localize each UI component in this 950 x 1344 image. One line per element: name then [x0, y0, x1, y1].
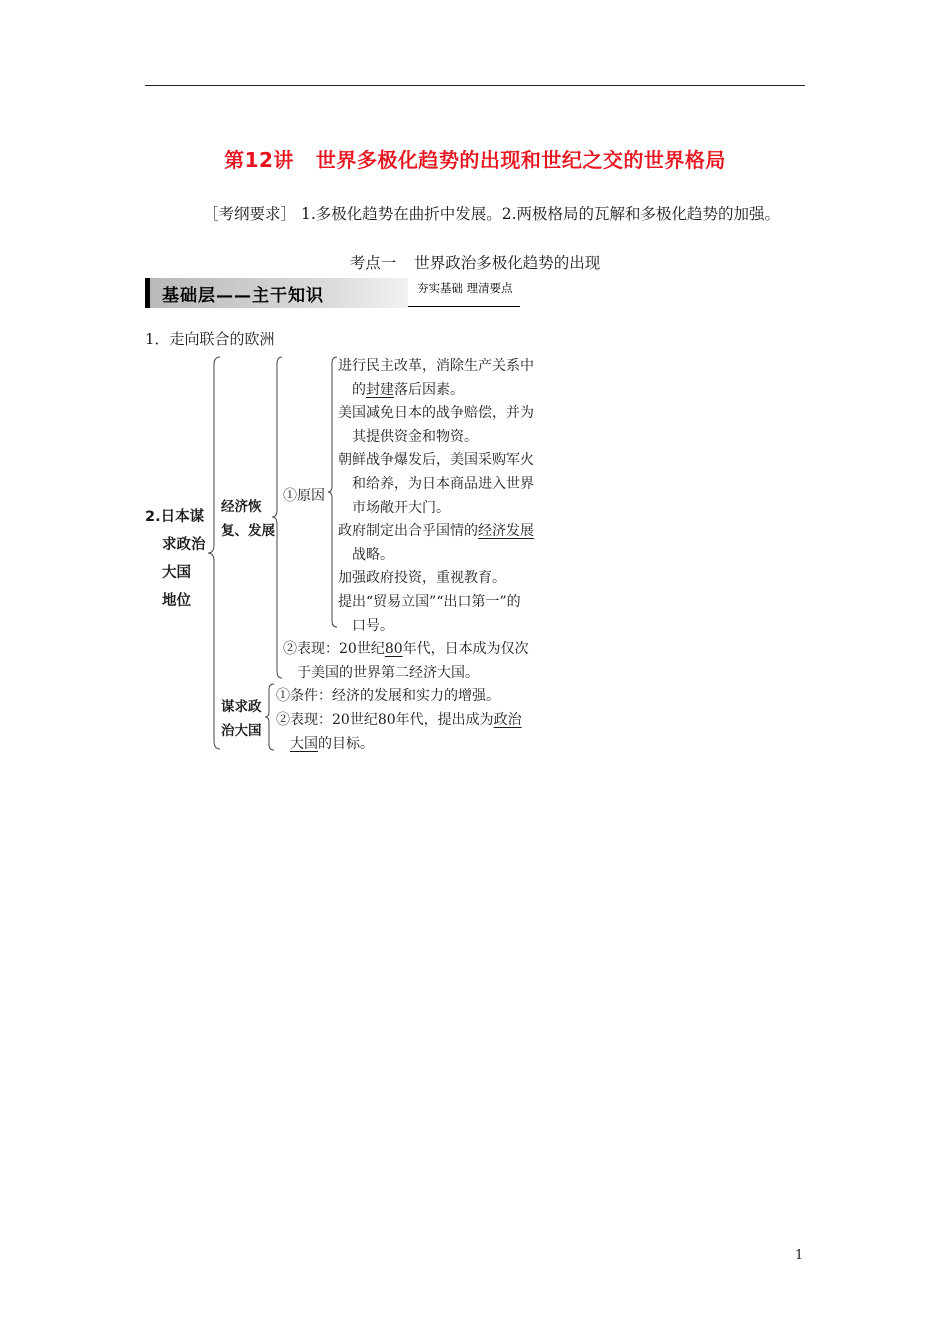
syllabus-label: ［考纲要求］ [203, 205, 297, 223]
causes-label: ①原因 [283, 488, 325, 504]
underlined-term: 封建 [366, 382, 394, 398]
section-heading [145, 251, 805, 273]
politics-performance [276, 709, 522, 729]
lesson-number: 第12讲 [224, 148, 294, 172]
politics-condition: ①条件：经济的发展和实力的增强。 [276, 688, 500, 704]
cause-6-cont: 口号。 [352, 618, 394, 634]
cause-1: 进行民主改革，消除生产关系中 [338, 358, 534, 374]
cause-2-cont: 其提供资金和物资。 [352, 429, 478, 445]
economy-performance-text: 年代，日本成为仅次 [402, 641, 529, 657]
page-number: 1 [795, 1248, 804, 1263]
cause-1-text: 的 [352, 382, 366, 398]
cause-1-text: 落后因素。 [394, 382, 464, 398]
politics-label [221, 695, 262, 743]
item-europe: 1．走向联合的欧洲 [145, 330, 275, 348]
brace-root [208, 357, 222, 749]
politics-performance-cont [290, 733, 374, 753]
underlined-term: 政治 [493, 712, 522, 728]
syllabus-requirements [145, 200, 805, 229]
politics-performance-text: 的目标。 [318, 736, 374, 752]
economy-label-line: 经济恢 [221, 499, 262, 515]
cause-2: 美国减免日本的战争赔偿，并为 [338, 405, 534, 421]
underlined-term: 80 [384, 641, 403, 657]
cause-5: 加强政府投资，重视教育。 [338, 570, 506, 586]
economy-performance [283, 638, 529, 658]
economy-performance-text: ②表现：20世纪 [283, 641, 385, 657]
politics-label-line: 谋求政 [221, 699, 262, 715]
banner-box [150, 278, 408, 308]
politics-label-line: 治大国 [221, 723, 262, 739]
item-japan-line: 地位 [162, 593, 191, 609]
banner-underline [408, 306, 520, 307]
economy-label-line: 复、发展 [221, 523, 275, 539]
cause-1-cont [352, 379, 464, 399]
item-japan-line: 大国 [162, 565, 191, 581]
cause-4 [338, 520, 534, 540]
section-label: 考点一 [349, 254, 397, 272]
economy-performance-cont: 于美国的世界第二经济大国。 [297, 665, 479, 681]
banner-label: 基础层——主干知识 [162, 286, 324, 306]
cause-3-cont: 市场敞开大门。 [352, 500, 450, 516]
top-rule [145, 85, 805, 86]
lesson-title [145, 144, 805, 173]
item-japan-line: 2.日本谋 [145, 509, 205, 525]
cause-3: 朝鲜战争爆发后，美国采购军火 [338, 452, 534, 468]
banner-subtitle: 夯实基础 理清要点 [417, 281, 513, 295]
cause-3-cont: 和给养，为日本商品进入世界 [352, 476, 534, 492]
knowledge-banner [145, 278, 520, 308]
cause-6: 提出“贸易立国”“出口第一”的 [338, 594, 521, 610]
syllabus-text: 1.多极化趋势在曲折中发展。2.两极格局的瓦解和多极化趋势的加强。 [300, 205, 781, 223]
cause-4-cont: 战略。 [352, 547, 394, 563]
cause-4-text: 政府制定出合乎国情的 [338, 523, 478, 539]
item-japan-label [145, 503, 206, 615]
brace-causes [328, 357, 338, 627]
section-text: 世界政治多极化趋势的出现 [414, 254, 601, 272]
economy-label [221, 495, 275, 543]
item-japan-line: 求政治 [162, 537, 206, 553]
brace-politics [265, 684, 275, 750]
underlined-term: 经济发展 [478, 523, 534, 539]
underlined-term: 大国 [290, 736, 318, 752]
lesson-title-text: 世界多极化趋势的出现和世纪之交的世界格局 [315, 148, 726, 172]
politics-performance-text: ②表现：20世纪80年代，提出成为 [276, 712, 494, 728]
